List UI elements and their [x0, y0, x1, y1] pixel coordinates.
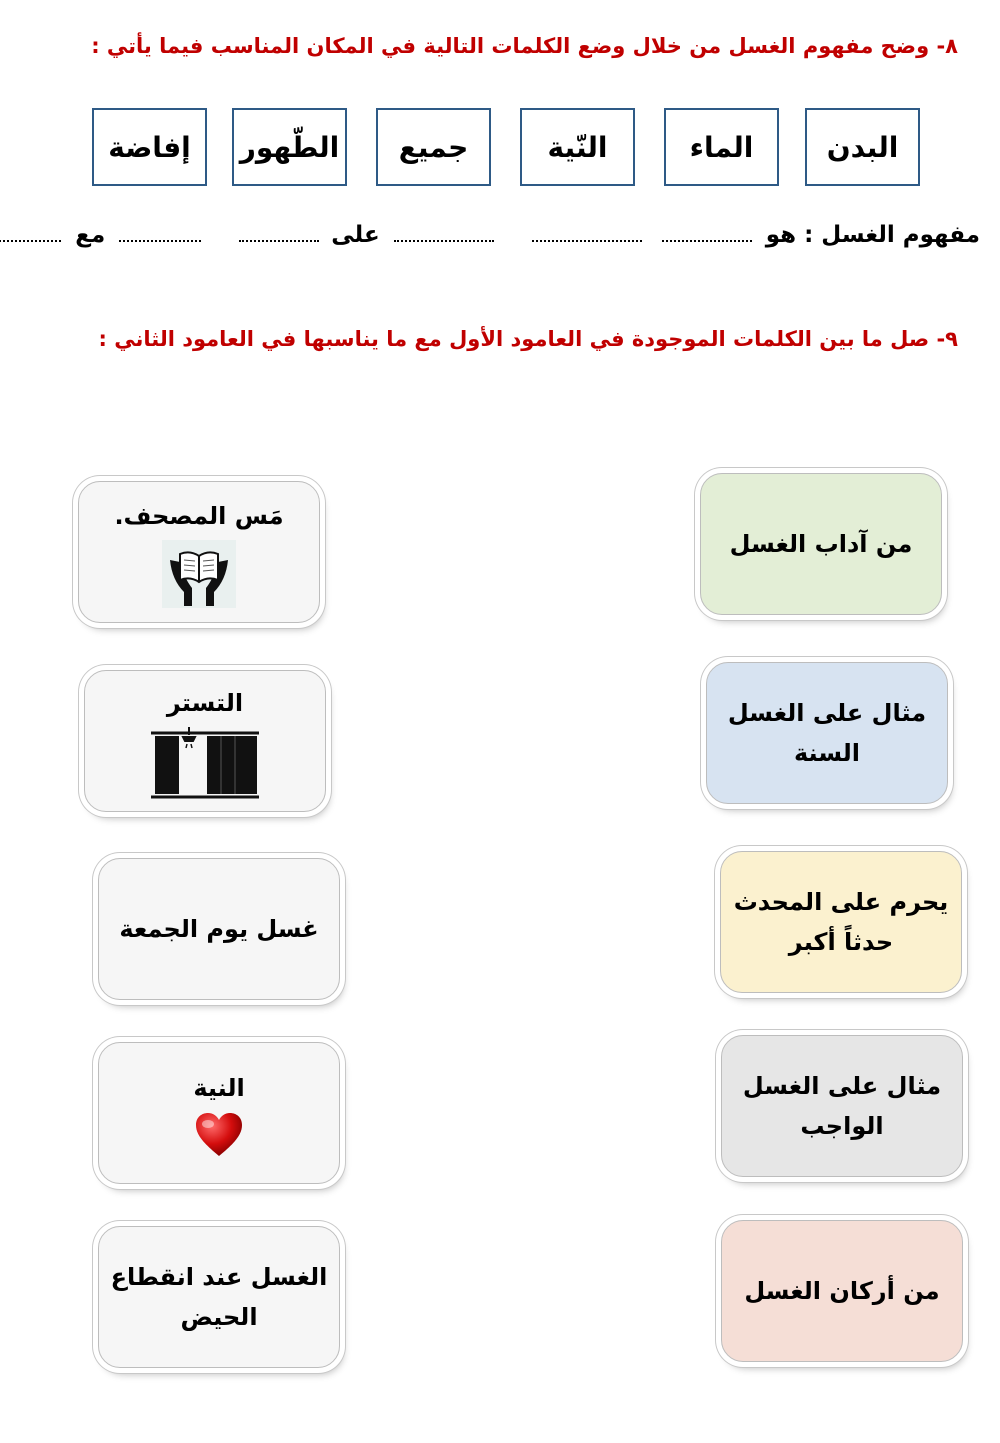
- blank-1[interactable]: [662, 222, 752, 242]
- right-card-text: يحرم على المحدث حدثاً أكبر: [733, 888, 949, 956]
- left-card-touch-mushaf[interactable]: [78, 481, 320, 623]
- blank-5[interactable]: [119, 222, 201, 242]
- blank-6[interactable]: [0, 222, 61, 242]
- question-8-title: ٨- وضح مفهوم الغسل من خلال وضع الكلمات التالية في المكان المناسب فيما يأتي :: [91, 34, 958, 58]
- word-box-badan[interactable]: البدن: [805, 108, 920, 186]
- word-box-maa[interactable]: الماء: [664, 108, 779, 186]
- left-card-text: الغسل عند انقطاع الحيض: [110, 1263, 328, 1331]
- left-card-text: النية: [193, 1074, 245, 1102]
- heart-icon: [194, 1112, 244, 1158]
- shower-curtain-icon: [149, 727, 261, 799]
- blank-2[interactable]: [532, 222, 642, 242]
- concept-lead: مفهوم الغسل : هو: [765, 222, 980, 248]
- right-card-text: مثال على الغسل السنة: [727, 699, 927, 767]
- concept-on: على: [331, 222, 380, 248]
- right-card-forbidden[interactable]: [720, 851, 962, 993]
- right-card-wajib-example[interactable]: [721, 1035, 963, 1177]
- word-box-ifada[interactable]: إفاضة: [92, 108, 207, 186]
- left-card-text: التستر: [166, 689, 244, 717]
- right-card-text: من أركان الغسل: [744, 1277, 940, 1305]
- left-card-text: مَس المصحف.: [114, 502, 284, 530]
- word-box-niyya[interactable]: النّية: [520, 108, 635, 186]
- left-card-tasattur[interactable]: [84, 670, 326, 812]
- word-box-tahur[interactable]: الطّهور: [232, 108, 347, 186]
- quran-hands-icon: [162, 540, 236, 608]
- right-card-text: مثال على الغسل الواجب: [742, 1072, 942, 1140]
- right-card-text: من آداب الغسل: [729, 530, 913, 558]
- concept-sentence: [18, 222, 980, 262]
- left-card-hayd[interactable]: [98, 1226, 340, 1368]
- question-9-title: ٩- صل ما بين الكلمات الموجودة في العامود الأول مع ما يناسبها في العامود الثاني :: [98, 327, 958, 351]
- right-card-sunnah-example[interactable]: [706, 662, 948, 804]
- right-card-arkan[interactable]: [721, 1220, 963, 1362]
- left-card-niyya[interactable]: [98, 1042, 340, 1184]
- word-bank: [0, 108, 1000, 190]
- left-card-friday-ghusl[interactable]: [98, 858, 340, 1000]
- blank-4[interactable]: [239, 222, 319, 242]
- right-card-adab[interactable]: [700, 473, 942, 615]
- concept-with: مع: [75, 222, 106, 248]
- word-box-jamee[interactable]: جميع: [376, 108, 491, 186]
- blank-3[interactable]: [394, 222, 494, 242]
- left-card-text: غسل يوم الجمعة: [119, 915, 319, 943]
